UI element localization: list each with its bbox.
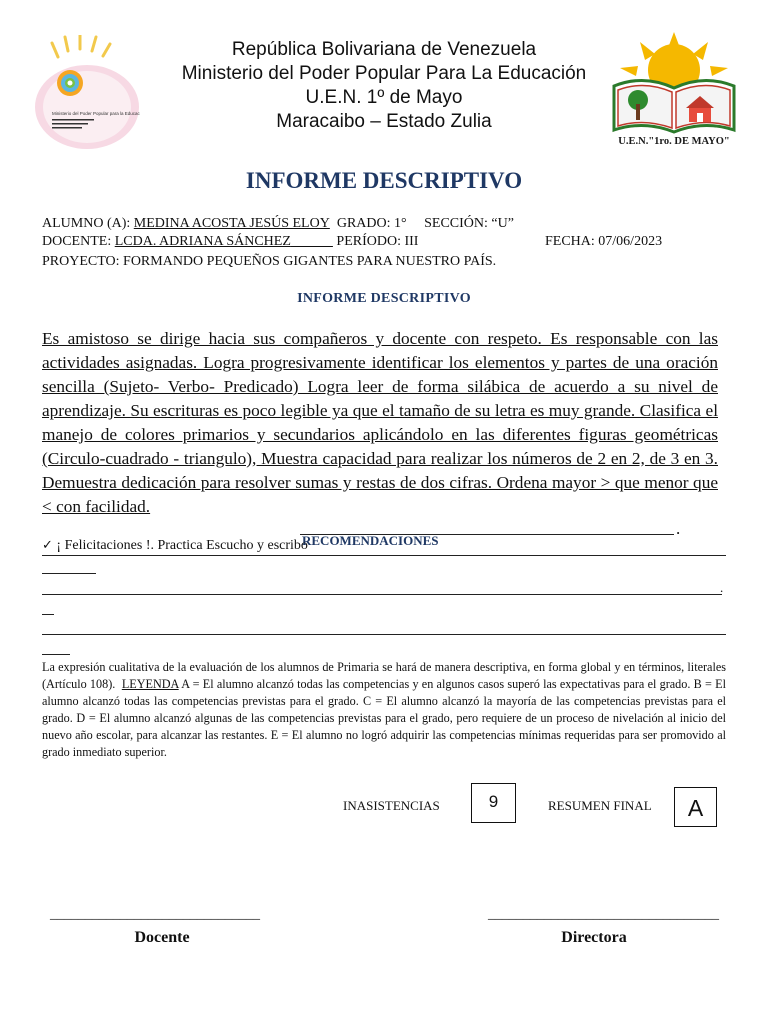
docente-label: DOCENTE: — [42, 234, 112, 249]
description-end-mark: . — [676, 519, 681, 538]
inasistencias-box — [471, 783, 516, 823]
header-line-3: U.E.N. 1º de Mayo — [305, 87, 463, 108]
rec-line-2 — [42, 594, 722, 595]
legend-body: A = El alumno alcanzó todas las competencias y en algunos casos superó las expectativas para el grado. B = El alumno alcanzó todas las competencias previstas para el grado. C = El alumno alcanzó la mayoría de las competencias previstas para el grado. D = El alumno alcanzó algunas de las competencias previstas para el grado, pero requiere de un proceso de nivelación al inicio del nuevo año escolar, para alcanzar las restantes. E = El alumno no logró adquirir las competencias mínimas requeridas para ser promovido al grado inmediato superior. — [42, 677, 726, 759]
legend-intro: La expresión cualitativa de la evaluación de los alumnos de Primaria se hará de manera descriptiva, en forma global y en términos, literales (Artículo 108). — [42, 660, 726, 691]
resumen-label: RESUMEN FINAL — [548, 798, 652, 813]
periodo-label: PERÍODO: III — [336, 234, 419, 249]
resumen-box — [674, 787, 717, 827]
recommendation-item — [42, 538, 308, 554]
student-row — [42, 216, 514, 232]
rec-line-1 — [42, 555, 726, 556]
description-paragraph — [42, 327, 718, 519]
check-icon: ✓ — [42, 538, 53, 553]
rec-line-1b — [42, 573, 96, 574]
rec-line-3 — [42, 634, 726, 635]
legend-paragraph — [42, 659, 726, 761]
header-line-1: República Bolivariana de Venezuela — [231, 39, 537, 60]
header-line-2: Ministerio del Poder Popular Para La Educación — [181, 63, 587, 84]
inasistencias-value: 9 — [488, 792, 499, 811]
docente-value: LCDA. ADRIANA SÁNCHEZ — [114, 234, 291, 249]
rec-line-3b — [42, 654, 70, 655]
page-title: INFORME DESCRIPTIVO — [245, 168, 523, 193]
legend-keyword: LEYENDA — [121, 677, 179, 691]
directora-signature-line: _________________________________ — [488, 907, 719, 922]
directora-signature-label: Directora — [561, 929, 627, 946]
fecha-label: FECHA: 07/06/2023 — [545, 234, 663, 249]
alumno-value: MEDINA ACOSTA JESÚS ELOY — [133, 216, 330, 231]
ministry-logo-text: Ministerio del Poder Popular para la Educación — [52, 111, 140, 116]
description-text: Es amistoso se dirige hacia sus compañeros y docente con respeto. Es responsable con las actividades asignadas. Logra progresivamente identificar los elementos y partes de una oración sencilla (Sujeto- Verbo- Predicado) Logra leer de forma silábica de acuerdo a su nivel de aprendizaje. Su escrituras es poco legible ya que el tamaño de su letra es muy grande. Clasifica el manejo de colores primarios y secundarios aplicándolo en las diferentes figuras geométricas (Circulo-cuadrado - triangulo), Muestra capacidad para realizar los números de 2 en 2, de 3 en 3. Demuestra dedicación para resolver sumas y restas de dos cifras. Ordena mayor > que menor que < con facilidad. — [42, 329, 718, 516]
docente-signature-label: Docente — [134, 929, 190, 946]
section-subtitle: INFORME DESCRIPTIVO — [297, 291, 471, 306]
school-logo-text: U.E.N."1ro. DE MAYO" — [618, 136, 730, 147]
recommendations-title: RECOMENDACIONES — [302, 533, 439, 548]
rec-line-2b — [42, 614, 54, 615]
grado-label: GRADO: 1° — [336, 216, 407, 231]
rec-line-2-end: . — [720, 580, 724, 595]
header-line-4: Maracaibo – Estado Zulia — [276, 111, 492, 132]
seccion-label: SECCIÓN: “U” — [424, 216, 514, 231]
school-logo — [600, 30, 748, 150]
inasistencias-label: INASISTENCIAS — [343, 798, 440, 813]
resumen-value: A — [687, 795, 704, 821]
docente-underline-fill — [291, 234, 333, 249]
docente-signature-line: ______________________________ — [50, 907, 260, 922]
alumno-label: ALUMNO (A): — [42, 216, 131, 231]
recommendation-text: ¡ Felicitaciones !. Practica Escucho y escribo — [56, 538, 308, 553]
proyecto-label: PROYECTO: FORMANDO PEQUEÑOS GIGANTES PARA NUESTRO PAÍS. — [42, 254, 497, 269]
